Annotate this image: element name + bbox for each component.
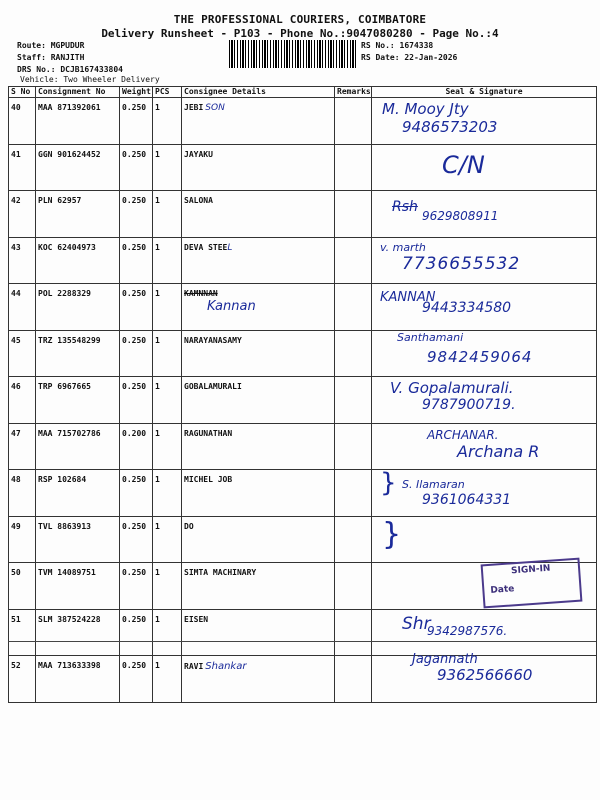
consignee: JEBI [184, 103, 204, 112]
signature-cell [372, 377, 597, 424]
weight: 0.250 [120, 144, 153, 191]
remarks [335, 609, 372, 656]
phone: 9362566660 [437, 666, 533, 684]
consignee: RAVI [184, 662, 204, 671]
phone: 9342987576. [427, 623, 508, 638]
sno: 42 [9, 191, 36, 238]
consignee: JAYAKU [184, 149, 213, 159]
col-pcs: PCS [153, 87, 182, 98]
sno: 49 [9, 516, 36, 563]
signature-cell [372, 423, 597, 470]
table-row [9, 470, 597, 517]
runsheet-subtitle: Delivery Runsheet - P103 - Phone No.:9047080280 - Page No.:4 [101, 27, 499, 40]
remarks [335, 237, 372, 284]
sno: 51 [9, 609, 36, 656]
courier-stamp [481, 558, 583, 609]
signature: M. Mooy Jty [382, 100, 469, 118]
handwritten-name: SON [205, 103, 225, 113]
consignee-cell [182, 470, 335, 517]
table-row [9, 98, 597, 145]
table-row [9, 609, 597, 656]
table-header [9, 87, 597, 98]
weight: 0.250 [120, 377, 153, 424]
consignee-cell [182, 423, 335, 470]
sno: 50 [9, 563, 36, 610]
remarks [335, 284, 372, 331]
phone: 9486573203 [402, 118, 498, 136]
weight: 0.250 [120, 470, 153, 517]
weight: 0.250 [120, 191, 153, 238]
consignee-cell [182, 609, 335, 656]
consignee: NARAYANASAMY [184, 335, 242, 345]
consignee-cell [182, 516, 335, 563]
signature-cell [372, 144, 597, 191]
signature-cell [372, 237, 597, 284]
consignee: DEVA STEE [184, 242, 228, 252]
weight: 0.250 [120, 563, 153, 610]
col-signature: Seal & Signature [372, 87, 597, 98]
remarks [335, 98, 372, 145]
consignment-no: GGN 901624452 [36, 144, 120, 191]
signature-cell [372, 609, 597, 656]
page-bottom-rule [8, 641, 596, 642]
remarks [335, 656, 372, 703]
rs-date: RS Date: 22-Jan-2026 [361, 53, 458, 62]
signature: Jagannath [412, 652, 478, 667]
weight: 0.250 [120, 330, 153, 377]
signature: Rsh [392, 199, 418, 215]
remarks [335, 423, 372, 470]
phone: 9787900719. [422, 397, 516, 413]
sno: 44 [9, 284, 36, 331]
consignee-cell [182, 377, 335, 424]
weight: 0.200 [120, 423, 153, 470]
pcs: 1 [153, 563, 182, 610]
weight: 0.250 [120, 656, 153, 703]
table-row [9, 330, 597, 377]
signature: ARCHANAR. [427, 427, 499, 442]
consignee-cell [182, 284, 335, 331]
consignee-cell [182, 144, 335, 191]
table-row [9, 237, 597, 284]
signature-cell [372, 284, 597, 331]
signature: Shr [402, 613, 431, 634]
consignee-cell [182, 563, 335, 610]
signature-cell [372, 191, 597, 238]
phone: 7736655532 [402, 253, 521, 274]
signature-cell [372, 652, 597, 703]
consignment-no: KOC 62404973 [36, 237, 120, 284]
table-row [9, 423, 597, 470]
table-row [9, 377, 597, 424]
sno: 47 [9, 423, 36, 470]
col-sno: S No [9, 87, 36, 98]
signature: V. Gopalamurali. [390, 379, 514, 397]
sno: 43 [9, 237, 36, 284]
consignee: EISEN [184, 614, 209, 624]
signature-cell [372, 330, 597, 377]
remarks [335, 191, 372, 238]
col-remarks: Remarks [335, 87, 372, 98]
consignment-no: POL 2288329 [36, 284, 120, 331]
pcs: 1 [153, 656, 182, 703]
sno: 46 [9, 377, 36, 424]
consignee: KAMNNAN [184, 289, 218, 298]
table-row [9, 284, 597, 331]
consignment-no: TRZ 135548299 [36, 330, 120, 377]
handwritten-name: Shankar [205, 661, 247, 672]
stamp-date-label: Date [490, 584, 515, 596]
col-consignment: Consignment No [36, 87, 120, 98]
weight: 0.250 [120, 516, 153, 563]
consignee: SIMTA MACHINARY [184, 568, 257, 577]
pcs: 1 [153, 284, 182, 331]
pcs: 1 [153, 609, 182, 656]
weight: 0.250 [120, 237, 153, 284]
pcs: 1 [153, 237, 182, 284]
consignment-no: PLN 62957 [36, 191, 120, 238]
signature: Santhamani [397, 330, 464, 344]
consignee: SALONA [184, 196, 213, 205]
sno: 45 [9, 330, 36, 377]
signature: S. Ilamaran [402, 478, 465, 491]
phone: 9629808911 [422, 209, 499, 223]
barcode [229, 40, 357, 68]
remarks [335, 330, 372, 377]
rs-number: RS No.: 1674338 [361, 41, 434, 50]
pcs: 1 [153, 144, 182, 191]
remarks [335, 144, 372, 191]
consignee: DO [184, 521, 194, 531]
consignee: GOBALAMURALI [184, 382, 242, 391]
consignee-cell [182, 656, 335, 703]
consignment-no: MAA 713633398 [36, 656, 120, 703]
col-weight: Weight [120, 87, 153, 98]
phone: Archana R [457, 441, 540, 461]
signature: C/N [442, 150, 485, 179]
pcs: 1 [153, 191, 182, 238]
consignee: MICHEL JOB [184, 475, 233, 484]
phone: 9443334580 [422, 300, 512, 316]
consignee: RAGUNATHAN [184, 428, 233, 438]
vehicle: Vehicle: Two Wheeler Delivery [20, 75, 160, 84]
pcs: 1 [153, 423, 182, 470]
consignment-no: TRP 6967665 [36, 377, 120, 424]
pcs: 1 [153, 98, 182, 145]
phone: 9361064331 [422, 492, 512, 508]
handwritten-name: Kannan [207, 299, 256, 314]
table-row [9, 144, 597, 191]
col-consignee: Consignee Details [182, 87, 335, 98]
pcs: 1 [153, 470, 182, 517]
consignee-cell [182, 98, 335, 145]
table-row [9, 563, 597, 610]
signature-cell [372, 516, 597, 563]
consignee-cell [182, 330, 335, 377]
consignee-cell [182, 237, 335, 284]
drs-number: DRS No.: DCJB167433804 [17, 65, 123, 74]
brace-mark: } [382, 516, 402, 552]
pcs: 1 [153, 330, 182, 377]
signature-cell [372, 470, 597, 517]
consignment-no: TVM 14089751 [36, 563, 120, 610]
pcs: 1 [153, 377, 182, 424]
consignee-cell [182, 191, 335, 238]
runsheet-table [8, 86, 597, 703]
consignment-no: MAA 715702786 [36, 423, 120, 470]
table-row [9, 516, 597, 563]
route: Route: MGPUDUR [17, 41, 85, 50]
brace-mark: } [380, 468, 397, 498]
weight: 0.250 [120, 284, 153, 331]
company-title: THE PROFESSIONAL COURIERS, COIMBATORE [173, 13, 427, 26]
stamp-text: SIGN-IN [510, 563, 551, 577]
staff: Staff: RANJITH [17, 53, 85, 62]
remarks [335, 377, 372, 424]
table-row [9, 656, 597, 703]
consignment-no: MAA 871392061 [36, 98, 120, 145]
remarks [335, 563, 372, 610]
signature-cell [372, 563, 597, 610]
phone: 9842459064 [427, 347, 533, 366]
signature: v. marth [380, 240, 426, 254]
remarks [335, 470, 372, 517]
pcs: 1 [153, 516, 182, 563]
signature-cell [372, 98, 597, 145]
sno: 48 [9, 470, 36, 517]
consignment-no: RSP 102684 [36, 470, 120, 517]
consignment-no: TVL 8863913 [36, 516, 120, 563]
handwritten-name: L [227, 242, 233, 253]
consignment-no: SLM 387524228 [36, 609, 120, 656]
weight: 0.250 [120, 98, 153, 145]
remarks [335, 516, 372, 563]
sno: 52 [9, 656, 36, 703]
sno: 41 [9, 144, 36, 191]
signature: KANNAN [380, 290, 436, 305]
weight: 0.250 [120, 609, 153, 656]
table-row [9, 191, 597, 238]
sno: 40 [9, 98, 36, 145]
